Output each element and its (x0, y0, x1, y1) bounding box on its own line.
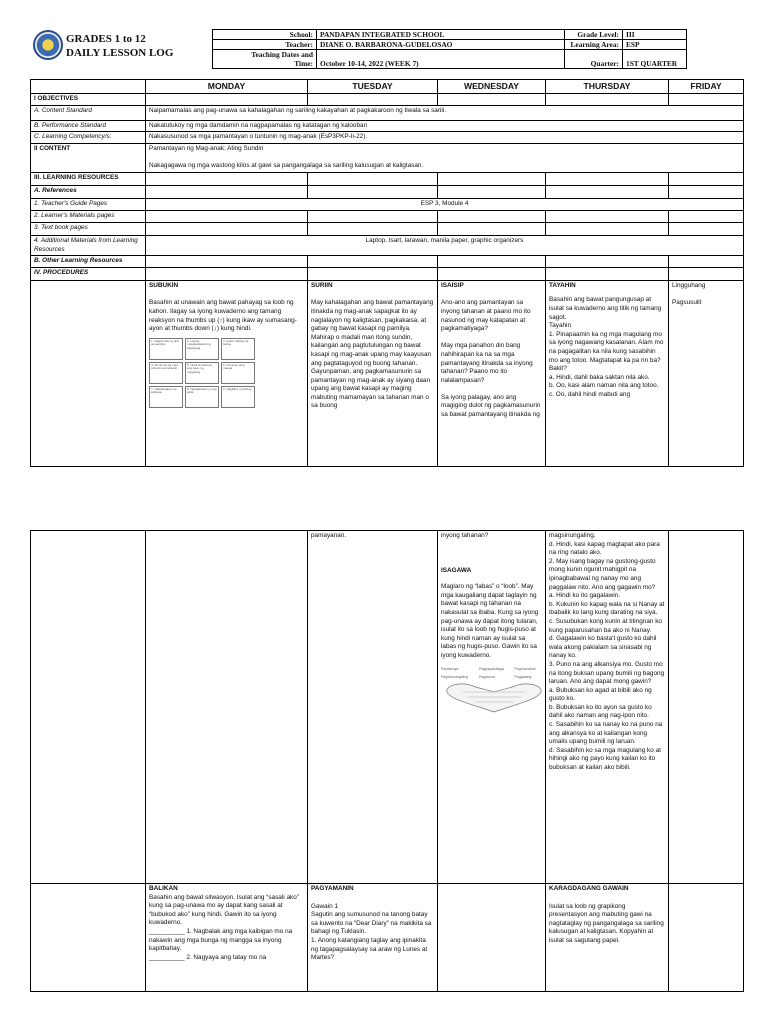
tuesday-continued-cell (308, 531, 438, 884)
teacher-value: DIANE O. BARBARONA-GUDELOSAO (317, 40, 565, 50)
heart-label: Pagpapahalaga Pagsunod (478, 666, 505, 680)
balikan-heading: BALIKAN (149, 885, 178, 892)
area-label: Learning Area: (565, 40, 623, 50)
karagdagang-gawain-heading: KARAGDAGANG GAWAIN (549, 885, 629, 892)
lesson-table-page-1 (30, 79, 744, 467)
row-teachers-guide: 1. Teacher's Guide Pages (31, 198, 146, 210)
heart-labels (441, 665, 546, 682)
row-references: A. References (31, 185, 146, 198)
corner-cell (31, 80, 146, 94)
statement-box: 2. Laging magpasalamat ng bagaybag (185, 338, 219, 360)
content-line-2: Nakagagawa ng mga wastong kilos at gawi sa pangangalaga sa sariling kalusugan at kaligtasan. (149, 162, 424, 170)
suriin-heading: SURIIN (311, 281, 333, 289)
deped-seal-icon (33, 30, 63, 60)
isagawa-text: Maglaro ng “labas” o “loob”. May mga kaugaliang dapat taglayin ng bawat kasapi ng tahanan na nakasulat sa ibaba. Kung sa iyong pag-unawa ay dapat itong tularan, isulat ito sa loob ng hugis-puso at kung hindi naman ay isulat sa labas ng hugis-puso. Gawin ito sa iyong kuwaderno. (441, 583, 539, 659)
karagdagang-gawain-text: Isulat sa loob ng grapikong presentasyon ang mabuting gawi na nagtataglay ng pangangalaga sa sariling kalusugan at kaligtasan. Kopyahin at isulat sa sagutang papel. (549, 902, 664, 944)
isaisip-heading: ISAISIP (441, 281, 464, 289)
teachers-guide-value: ESP 3, Module 4 (146, 198, 744, 210)
teacher-label: Teacher: (213, 40, 317, 50)
statement-box: 4. Sumunod sa mga tuntunin sa tahanan (149, 362, 183, 384)
title-line-1: GRADES 1 to 12 (66, 33, 146, 45)
subukin-text: Basahin at unawain ang bawat pahayag sa loob ng kahon. Ilagay sa iyong kuwaderno ang tamang reaksyon na thumbs up (↑) kung ikaw ay sumasang-ayon at thumbs down (↓) kung hindi. (149, 299, 297, 333)
quarter-value: 1ST QUARTER (623, 50, 687, 69)
day-header-friday: FRIDAY (669, 80, 744, 94)
row-content-standard-label: A. Content Standard (31, 105, 146, 120)
statement-box: 9. Naglilinis ng bahay (221, 386, 255, 408)
page-gap (0, 488, 768, 530)
tayahin-heading: TAYAHIN (549, 281, 576, 289)
isagawa-heading: ISAGAWA (441, 566, 472, 574)
heart-label: Pagmamahal Paggalang (514, 666, 536, 680)
dates-label-1: Teaching Dates and (251, 50, 313, 59)
friday-lingguhang: Lingguhang (672, 281, 706, 289)
thursday-karagdagang-cell (546, 884, 669, 992)
row-additional-materials: 4. Additional Materials from Learning Resources (31, 235, 146, 255)
friday-procedure-cell (669, 280, 744, 466)
grade-value: III (623, 30, 687, 40)
wednesday-procedure-cell (438, 280, 546, 466)
school-value: PANDAPAN INTEGRATED SCHOOL (317, 30, 565, 40)
statement-box: 3. Ayaw maldog sa bahay (221, 338, 255, 360)
page-1 (0, 0, 768, 488)
row-learners-materials: 2. Learner's Materials pages (31, 210, 146, 222)
subukin-heading: SUBUKIN (149, 281, 179, 289)
row-performance-standard-label: B. Performance Standard (31, 120, 146, 132)
heart-graphic-organizer (441, 665, 546, 705)
pagyamanin-heading: PAGYAMANIN (311, 885, 354, 892)
subukin-statement-boxes (149, 338, 255, 408)
thursday-procedure-cell (546, 280, 669, 466)
tayahin-continued: magsinungaling. d. Hindi, kasi kapag magtapat ako para na ring natalo ako. 2. May isang bagay na gustong-gusto mong kunin ngunit mahigpit na ipinagbabawal ng nanay mo ang paggalaw nito. Ano ang gagawin mo? a. Hindi ko ito gagalawin. b. Kukunin ko kapag wala na si Nanay at ibabalik ko lang kung darating na siya. c. Susubukan kong kunin at titingnan ko kung paparusahan ba ako ni Nanay. d. Gagalawin ko basta't gusto ko dahil wala akong pakialam sa sinasabi ng nanay ko. 3. Puno na ang alkansiya mo. Gusto mo na itong buksan upang bumili ng bagong laruan. Ano ang dapat mong gawin? a. Bubuksan ko agad at bibili ako ng gusto ko. b. Bubuksan ko ito ayon sa gusto ko dahil ako naman ang nag-ipon nito. c. Sasabihin ko sa nanay ko na puno na ang alkansya ko at kailangan kong umalis upang bumili ng laruan. d. Sasabihin ko sa mga magulang ko at hihingi ako ng payo kung kailan ko ito bubuksan at kailan ako bibili. (549, 532, 665, 772)
title-line-2: DAILY LESSON LOG (66, 47, 174, 59)
additional-materials-value: Laptop, tsart, larawan, manila paper, graphic organizers (146, 235, 744, 255)
isaisip-continued: inyong tahanan? (441, 532, 489, 539)
monday-balikan-cell (146, 884, 308, 992)
dates-label-2: Time: (294, 59, 313, 68)
content-line-1: Pamantayan ng Mag-anak: Ating Sundin (149, 144, 264, 152)
dates-label (213, 50, 317, 69)
header-info-table (212, 29, 687, 69)
day-header-wednesday: WEDNESDAY (438, 80, 546, 94)
wednesday-continued-cell (438, 531, 546, 884)
dll-title (66, 32, 173, 60)
statement-box: 8. Nagbabasa ng mga aklat (185, 386, 219, 408)
grade-label: Grade Level: (565, 30, 623, 40)
quarter-label: Quarter: (565, 50, 623, 69)
content-standard-value: Naipamamalas ang pag-unawa sa kahalagahan ng sariling kakayahan at pagkakaroon ng tiwala sa sarili. (146, 105, 744, 120)
row-textbook: 3. Text book pages (31, 222, 146, 235)
area-value: ESP (623, 40, 687, 50)
pagyamanin-text: Gawain 1 Sagutin ang sumusunod na tanong batay sa kuwento na “Dear Diary” na makikita sa bahagi ng Tuklasin. 1. Anong katangiang taglay ang ipinakita ng tagapagsalaysay sa araw ng Lunes at Martes? (311, 902, 432, 962)
lesson-table-page-2 (30, 530, 744, 992)
content-value (146, 143, 744, 172)
suriin-continued: pamayanan. (311, 532, 347, 539)
row-objectives: I OBJECTIVES (31, 93, 146, 105)
competency-value: Nakasusunod sa mga pamantayan o tuntunin ng mag-anak (EsP3PKP-Ii-22). (146, 132, 744, 144)
isaisip-text: Ano-ano ang pamantayan sa inyong tahanan at paano mo ito nasunod ng may katapatan at pagkamatiyaga? May mga panahon din bang nahihirapan ka na sa mga pamantayang itinakda sa inyong tahanan? Paano mo ito nalalampasan? Sa iyong palagay, ano ang magiging dulot ng pagkamasunurin sa bawat pamantayang itinakda ng (441, 299, 541, 419)
day-header-thursday: THURSDAY (546, 80, 669, 94)
tuesday-pagyamanin-cell (308, 884, 438, 992)
statement-box: 6. Umuuwi nang maaga (221, 362, 255, 384)
row-other-resources: B. Other Learning Resources (31, 256, 146, 268)
thursday-continued-cell (546, 531, 669, 884)
school-label: School: (213, 30, 317, 40)
heart-icon (441, 682, 546, 714)
page-2 (0, 530, 768, 1024)
statement-box: 5. Hindi sinusunod ang payo ng magulang (185, 362, 219, 384)
tuesday-procedure-cell (308, 280, 438, 466)
statement-box: 7. Nakikipaglaro sa kaibigan (149, 386, 183, 408)
day-header-tuesday: TUESDAY (308, 80, 438, 94)
performance-standard-value: Nakatutukoy ng mga damdamin na nagpapamalas ng katatagan ng kalooban (146, 120, 744, 132)
monday-procedure-cell (146, 280, 308, 466)
heart-label: Pandaraya Pagsisinungaling (441, 666, 469, 680)
day-header-monday: MONDAY (146, 80, 308, 94)
row-competency-label: C. Learning Competency/s: (31, 132, 146, 144)
suriin-text: May kahalagahan ang bawat pamantayang itinakda ng mag-anak sapagkat ito ay naglalayon ng kaligtasan, pagkakaisa, at gabay ng bawat kasapi ng pamilya. Mahirap o madali man itong sundin, kailangan ang pagtutulungan ng bawat kasapi ng mag-anak upang may kaayusan ang pagtataguyod ng buong tahanan. Gayunpaman, ang pagkamasunurin sa pamantayan ng mag-anak ay siyang daan upang ang bawat kasapi ay maging mabuting mamamayan sa tahanan man o sa buong (311, 299, 434, 410)
row-content-label: II CONTENT (31, 143, 146, 172)
statement-box: 1. Magsimula ng aral sa pamilya (149, 338, 183, 360)
row-learning-resources: III. LEARNING RESOURCES (31, 172, 146, 185)
dates-value: October 10-14, 2022 (WEEK 7) (317, 50, 565, 69)
friday-pagsusulit: Pagsusulit (672, 299, 702, 307)
tayahin-text: Basahin ang bawat pangungusap at isulat sa kuwaderno ang titik ng tamang sagot. Tayahin 1. Pinapaamin ka ng mga magulang mo sa iyong nagawang kasalanan. Alam mo na pagagalitan ka nila kung sasabihin mo ang totoo. Magtatapat ka pa rin ba? Bakit? a. Hindi, dahil baka saktan nila ako. b. Oo, kasi alam naman nila ang totoo. c. Oo, dahil hindi mabuti ang (549, 296, 664, 398)
balikan-text: Basahin ang bawat sitwasyon. Isulat ang “sasali ako” kung sa pag-unawa mo ay dapat kang sasali at “bubukod ako” kung hindi. Gawin ito sa iyong kuwaderno. __________ 1. Nagbalak ang mga kaibigan mo na nakawin ang mga bunga ng mangga sa inyong kapitbahay. __________ 2. Nagyaya ang tatay mo na (149, 893, 299, 961)
row-procedures: IV. PROCEDURES (31, 267, 146, 280)
